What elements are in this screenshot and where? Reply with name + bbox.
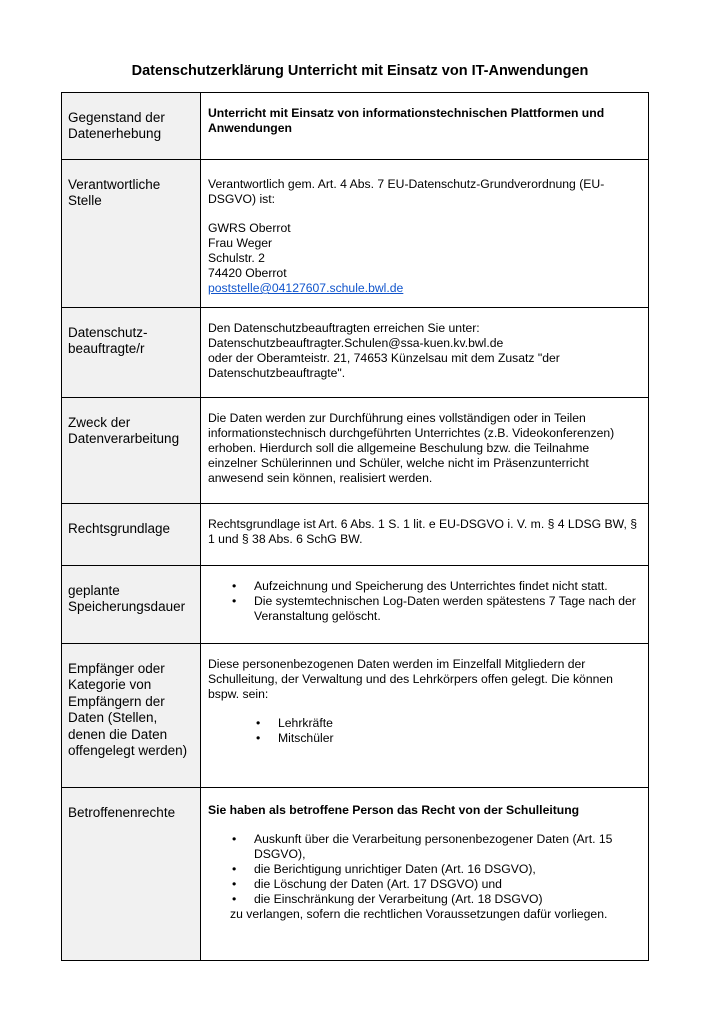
row-label: Zweck der Datenverarbeitung [68,415,180,447]
label-cell [62,160,201,308]
row-label: Rechtsgrundlage [68,521,171,536]
label-cell [62,93,201,160]
row-rechtsgrundlage [62,504,649,566]
bullet-list [208,832,640,907]
dsb-line: Den Datenschutzbeauftragten erreichen Sie unter: [208,321,480,335]
label-cell [62,308,201,398]
list-item: • die Einschränkung der Verarbeitung (Art. 18 DSGVO) [232,892,543,906]
row-zweck [62,398,649,504]
list-item: • Aufzeichnung und Speicherung des Unterrichtes findet nicht statt. [232,579,608,593]
label-cell [62,398,201,504]
list-item: • Auskunft über die Verarbeitung personenbezogener Daten (Art. 15 DSGVO), [232,832,613,861]
row-empfaenger [62,644,649,788]
recipients-intro: Diese personenbezogenen Daten werden im Einzelfall Mitgliedern der Schulleitung, der Verwaltung und des Lehrkörpers offen gelegt. Die können bspw. sein: [208,657,613,701]
address-line: GWRS Oberrot [208,221,291,235]
content-cell [201,398,649,504]
content-cell [201,504,649,566]
row-label: Gegenstand der Datenerhebung [68,110,165,142]
row-content: Unterricht mit Einsatz von informationstechnischen Plattformen und Anwendungen [208,106,605,135]
document-title: Datenschutzerklärung Unterricht mit Einsatz von IT-Anwendungen [131,63,589,79]
content-cell [201,644,649,788]
list-item: • Mitschüler [256,731,334,745]
row-datenschutzbeauftragte [62,308,649,398]
address-line: 74420 Oberrot [208,266,287,280]
content-cell [201,308,649,398]
bullet-icon: • [232,862,237,876]
responsible-intro: Verantwortlich gem. Art. 4 Abs. 7 EU-Datenschutz-Grundverordnung (EU-DSGVO) ist: [208,177,605,206]
address-line: Frau Weger [208,236,273,250]
content-cell [201,788,649,961]
bullet-icon: • [232,579,237,593]
row-label: geplante Speicherungsdauer [68,583,186,615]
row-label: Betroffenenrechte [68,805,176,820]
list-item: • Die systemtechnischen Log-Daten werden spätestens 7 Tage nach der Veranstaltung gelöscht. [232,594,636,623]
email-link[interactable]: poststelle@04127607.schule.bwl.de [208,281,404,295]
bullet-icon: • [232,832,237,846]
row-label: Verantwortliche Stelle [68,177,161,209]
bullet-icon: • [256,731,261,745]
bullet-icon: • [232,892,237,906]
content-cell [201,160,649,308]
privacy-table [61,92,649,961]
row-label: Datenschutz-beauftragte/r [68,325,148,357]
bullet-list [208,716,640,746]
bullet-icon: • [256,716,261,730]
row-speicherungsdauer [62,566,649,644]
rights-footer: zu verlangen, sofern die rechtlichen Voraussetzungen dafür vorliegen. [230,907,608,921]
row-gegenstand [62,93,649,160]
bullet-icon: • [232,594,237,608]
bullet-list [208,579,640,624]
label-cell [62,644,201,788]
address-line: Schulstr. 2 [208,251,265,265]
row-label: Empfänger oder Kategorie von Empfängern der Daten (Stellen, denen die Daten offengelegt werden) [68,661,188,759]
list-item: • die Berichtigung unrichtiger Daten (Art. 16 DSGVO), [232,862,536,876]
list-item: • Lehrkräfte [256,716,333,730]
row-verantwortliche-stelle [62,160,649,308]
rights-heading: Sie haben als betroffene Person das Recht von der Schulleitung [208,803,580,817]
dsb-address: oder der Oberamteistr. 21, 74653 Künzelsau mit dem Zusatz "der Datenschutzbeauftragte". [208,351,560,380]
row-betroffenenrechte [62,788,649,961]
label-cell [62,504,201,566]
content-cell [201,93,649,160]
row-content: Die Daten werden zur Durchführung eines vollständigen oder in Teilen informationstechnisch durchgeführten Unterrichtes (z.B. Videokonferenzen) erhoben. Hierdurch soll die allgemeine Beschulung bzw. die Teilnahme einzelner Schülerinnen und Schüler, welche nicht im Präsenzunterricht anwesend sein können, realisiert werden. [208,411,615,485]
label-cell [62,566,201,644]
row-content: Rechtsgrundlage ist Art. 6 Abs. 1 S. 1 lit. e EU-DSGVO i. V. m. § 4 LDSG BW, § 1 und § 38 Abs. 6 SchG BW. [208,517,637,546]
dsb-email: Datenschutzbeauftragter.Schulen@ssa-kuen.kv.bwl.de [208,336,504,350]
bullet-icon: • [232,877,237,891]
list-item: • die Löschung der Daten (Art. 17 DSGVO) und [232,877,502,891]
content-cell [201,566,649,644]
label-cell [62,788,201,961]
